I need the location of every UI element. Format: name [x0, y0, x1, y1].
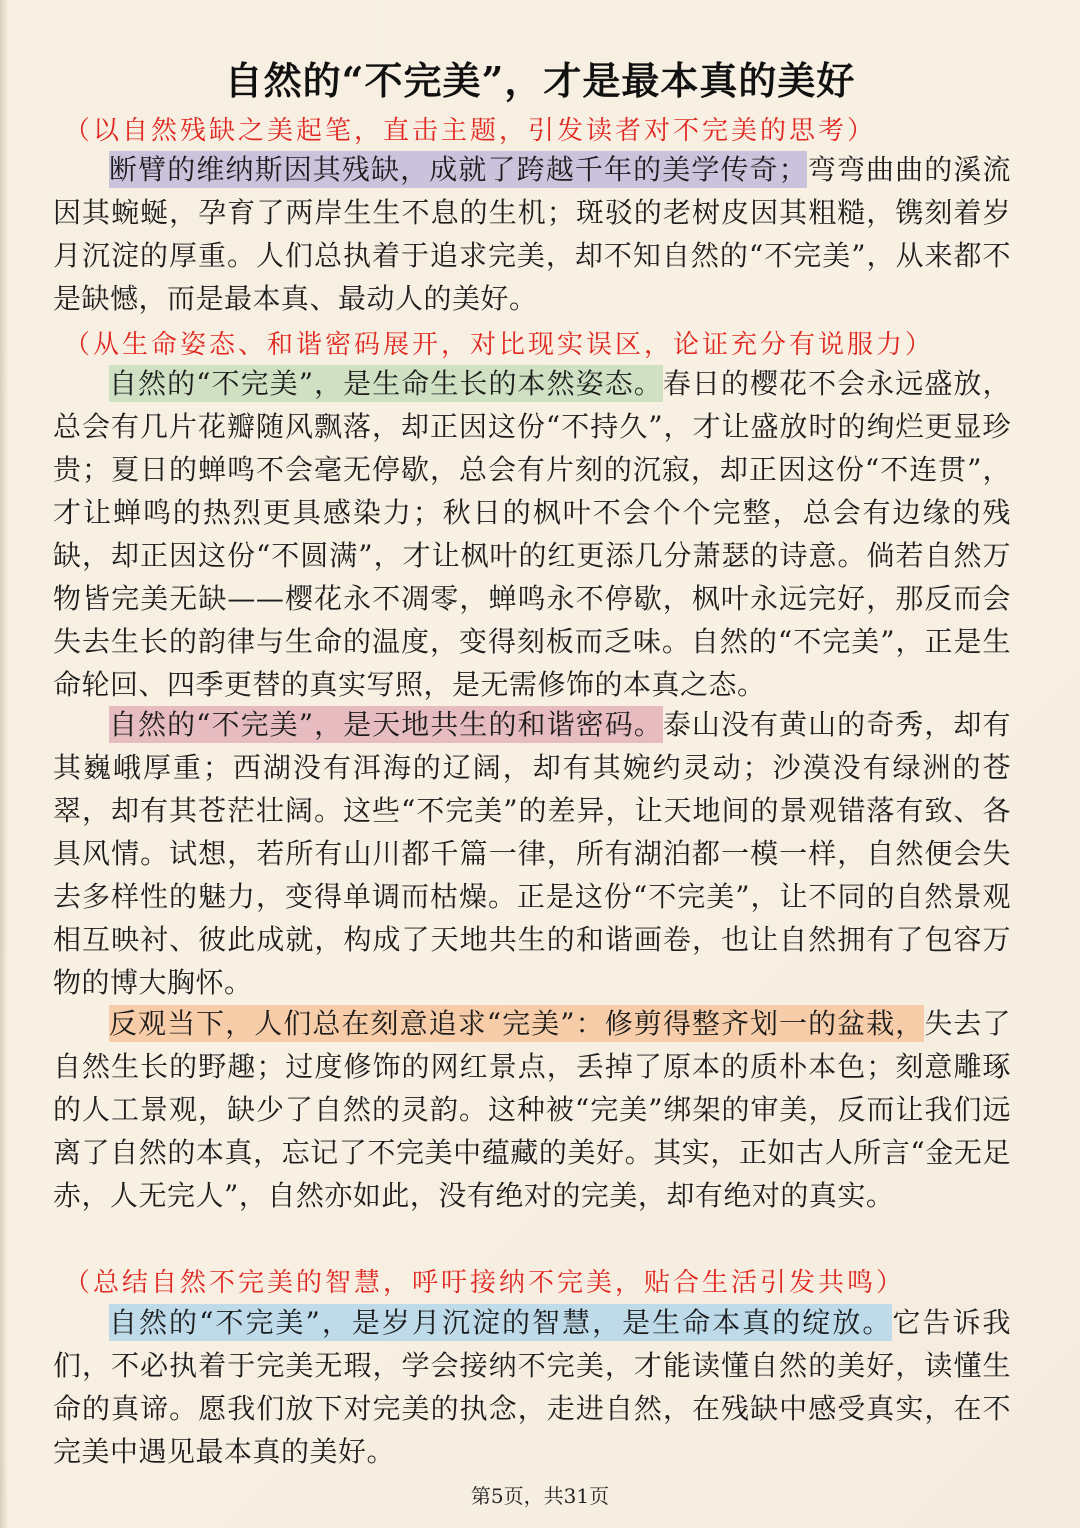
- paragraph-3-text: 泰山没有黄山的奇秀，却有其巍峨厚重；西湖没有洱海的辽阔，却有其婉约灵动；沙漠没有绿洲的苍翠，却有其苍茫壮阔。这些“不完美”的差异，让天地间的景观错落有致、各具风情。试想，若所有山川都千篇一律，所有湖泊都一模一样，自然便会失去多样性的魅力，变得单调而枯燥。正是这份“不完美”，让不同的自然景观相互映衬、彼此成就，构成了天地共生的和谐画卷，也让自然拥有了包容万物的博大胸怀。: [53, 708, 1011, 999]
- annotation-note-3: （总结自然不完美的智慧，呼吁接纳不完美，贴合生活引发共鸣）: [64, 1268, 906, 1298]
- highlight-key-sentence-2: 自然的“不完美”，是生命生长的本然姿态。: [109, 367, 663, 400]
- paragraph-4-text: 失去了自然生长的野趣；过度修饰的网红景点，丢掉了原本的质朴本色；刻意雕琢的人工景观，缺少了自然的灵韵。这种被“完美”绑架的审美，反而让我们远离了自然的本真，忘记了不完美中蕴藏的美好。其实，正如古人所言“金无足赤，人无完人”，自然亦如此，没有绝对的完美，却有绝对的真实。: [53, 1007, 1011, 1212]
- page-title: 自然的“不完美”，才是最本真的美好: [224, 58, 856, 103]
- paragraph-3: [53, 703, 1011, 1004]
- paragraph-5: [53, 1301, 1011, 1473]
- highlight-key-sentence-5: 自然的“不完美”，是岁月沉淀的智慧，是生命本真的绽放。: [109, 1306, 893, 1339]
- highlight-key-sentence-3: 自然的“不完美”，是天地共生的和谐密码。: [109, 708, 663, 741]
- paragraph-2: [53, 362, 1011, 706]
- highlight-key-sentence-1: 断臂的维纳斯因其残缺，成就了跨越千年的美学传奇；: [109, 153, 808, 186]
- annotation-note-1: （以自然残缺之美起笔，直击主题，引发读者对不完美的思考）: [64, 116, 877, 146]
- paragraph-5-text: 它告诉我们，不必执着于完美无瑕，学会接纳不完美，才能读懂自然的美好，读懂生命的真谛。愿我们放下对完美的执念，走进自然，在残缺中感受真实，在不完美中遇见最本真的美好。: [53, 1306, 1011, 1468]
- paragraph-4: [53, 1002, 1011, 1217]
- page-edge: [0, 0, 8, 1528]
- page-number: 第5页，共31页: [470, 1484, 610, 1508]
- paragraph-1-text: 弯弯曲曲的溪流因其蜿蜒，孕育了两岸生生不息的生机；斑驳的老树皮因其粗糙，镌刻着岁月沉淀的厚重。人们总执着于追求完美，却不知自然的“不完美”，从来都不是缺憾，而是最本真、最动人的美好。: [53, 153, 1011, 315]
- annotation-note-2: （从生命姿态、和谐密码展开，对比现实误区，论证充分有说服力）: [64, 330, 935, 360]
- paragraph-1: [53, 148, 1011, 320]
- highlight-key-sentence-4: 反观当下，人们总在刻意追求“完美”：修剪得整齐划一的盆栽，: [109, 1007, 925, 1040]
- paragraph-2-text: 春日的樱花不会永远盛放，总会有几片花瓣随风飘落，却正因这份“不持久”，才让盛放时的绚烂更显珍贵；夏日的蝉鸣不会毫无停歇，总会有片刻的沉寂，却正因这份“不连贯”，才让蝉鸣的热烈更具感染力；秋日的枫叶不会个个完整，总会有边缘的残缺，却正因这份“不圆满”，才让枫叶的红更添几分萧瑟的诗意。倘若自然万物皆完美无缺——樱花永不凋零，蝉鸣永不停歇，枫叶永远完好，那反而会失去生长的韵律与生命的温度，变得刻板而乏味。自然的“不完美”，正是生命轮回、四季更替的真实写照，是无需修饰的本真之态。: [53, 367, 1011, 701]
